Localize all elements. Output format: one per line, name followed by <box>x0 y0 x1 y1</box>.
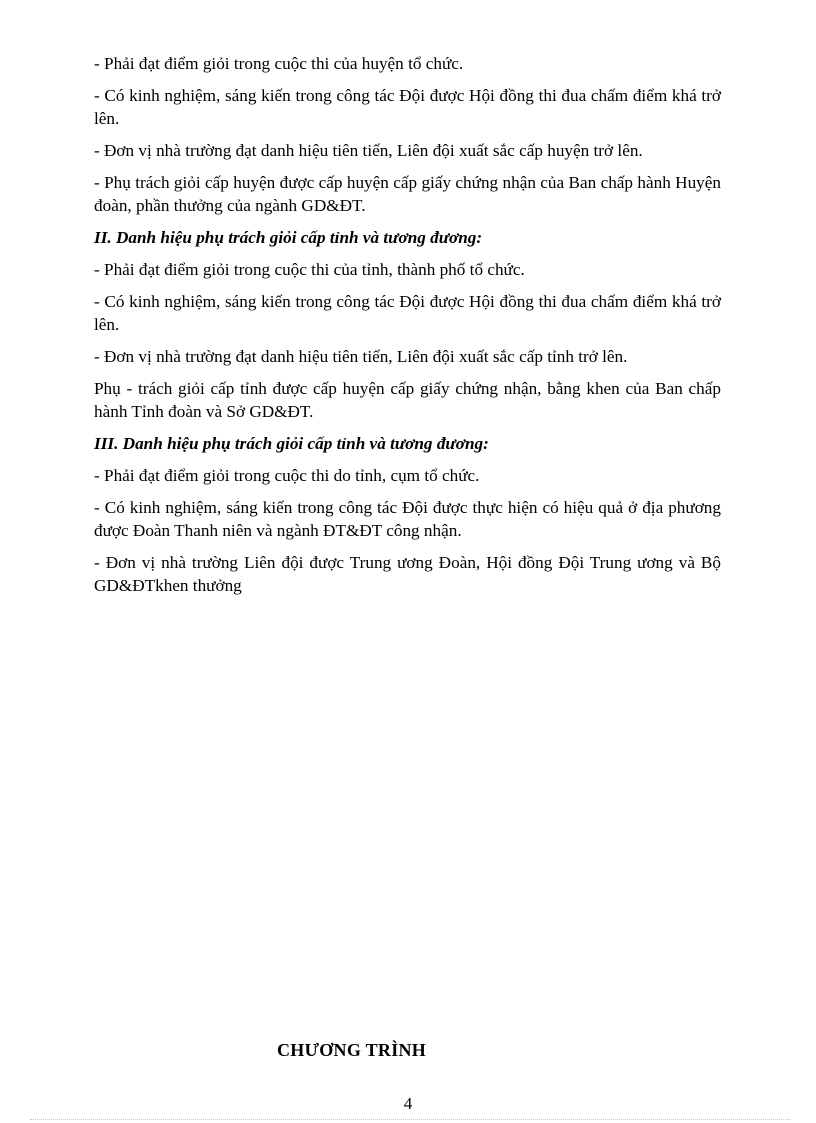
page-bottom-divider <box>30 1119 790 1120</box>
paragraph: - Phải đạt điểm giỏi trong cuộc thi của tỉnh, thành phố tổ chức. <box>94 260 525 279</box>
page-number: 4 <box>403 1094 413 1113</box>
document-body <box>94 52 721 606</box>
paragraph: - Phụ trách giỏi cấp huyện được cấp huyện cấp giấy chứng nhận của Ban chấp hành Huyện đoàn, phần thưởng của ngành GD&ĐT. <box>94 173 721 215</box>
section-heading-2: II. Danh hiệu phụ trách giỏi cấp tỉnh và tương đương: <box>94 228 483 247</box>
chapter-title: CHƯƠNG TRÌNH <box>277 1040 427 1060</box>
paragraph: - Phải đạt điểm giỏi trong cuộc thi do tỉnh, cụm tổ chức. <box>94 466 480 485</box>
paragraph: - Có kinh nghiệm, sáng kiến trong công tác Đội được thực hiện có hiệu quả ở địa phương được Đoàn Thanh niên và ngành ĐT&ĐT công nhận. <box>94 498 721 540</box>
paragraph: - Có kinh nghiệm, sáng kiến trong công tác Đội được Hội đồng thi đua chấm điểm khá trở lên. <box>94 86 721 128</box>
paragraph: - Đơn vị nhà trường Liên đội được Trung ương Đoàn, Hội đồng Đội Trung ương và Bộ GD&ĐTkhen thưởng <box>94 553 721 595</box>
paragraph: - Đơn vị nhà trường đạt danh hiệu tiên tiến, Liên đội xuất sắc cấp tỉnh trở lên. <box>94 347 628 366</box>
section-heading-3: III. Danh hiệu phụ trách giỏi cấp tỉnh và tương đương: <box>94 434 489 453</box>
paragraph: - Có kinh nghiệm, sáng kiến trong công tác Đội được Hội đồng thi đua chấm điểm khá trở lên. <box>94 292 721 334</box>
paragraph: Phụ - trách giỏi cấp tỉnh được cấp huyện cấp giấy chứng nhận, bằng khen của Ban chấp hành Tỉnh đoàn và Sở GD&ĐT. <box>94 379 721 421</box>
paragraph: - Đơn vị nhà trường đạt danh hiệu tiên tiến, Liên đội xuất sắc cấp huyện trở lên. <box>94 141 643 160</box>
paragraph: - Phải đạt điểm giỏi trong cuộc thi của huyện tổ chức. <box>94 54 464 73</box>
